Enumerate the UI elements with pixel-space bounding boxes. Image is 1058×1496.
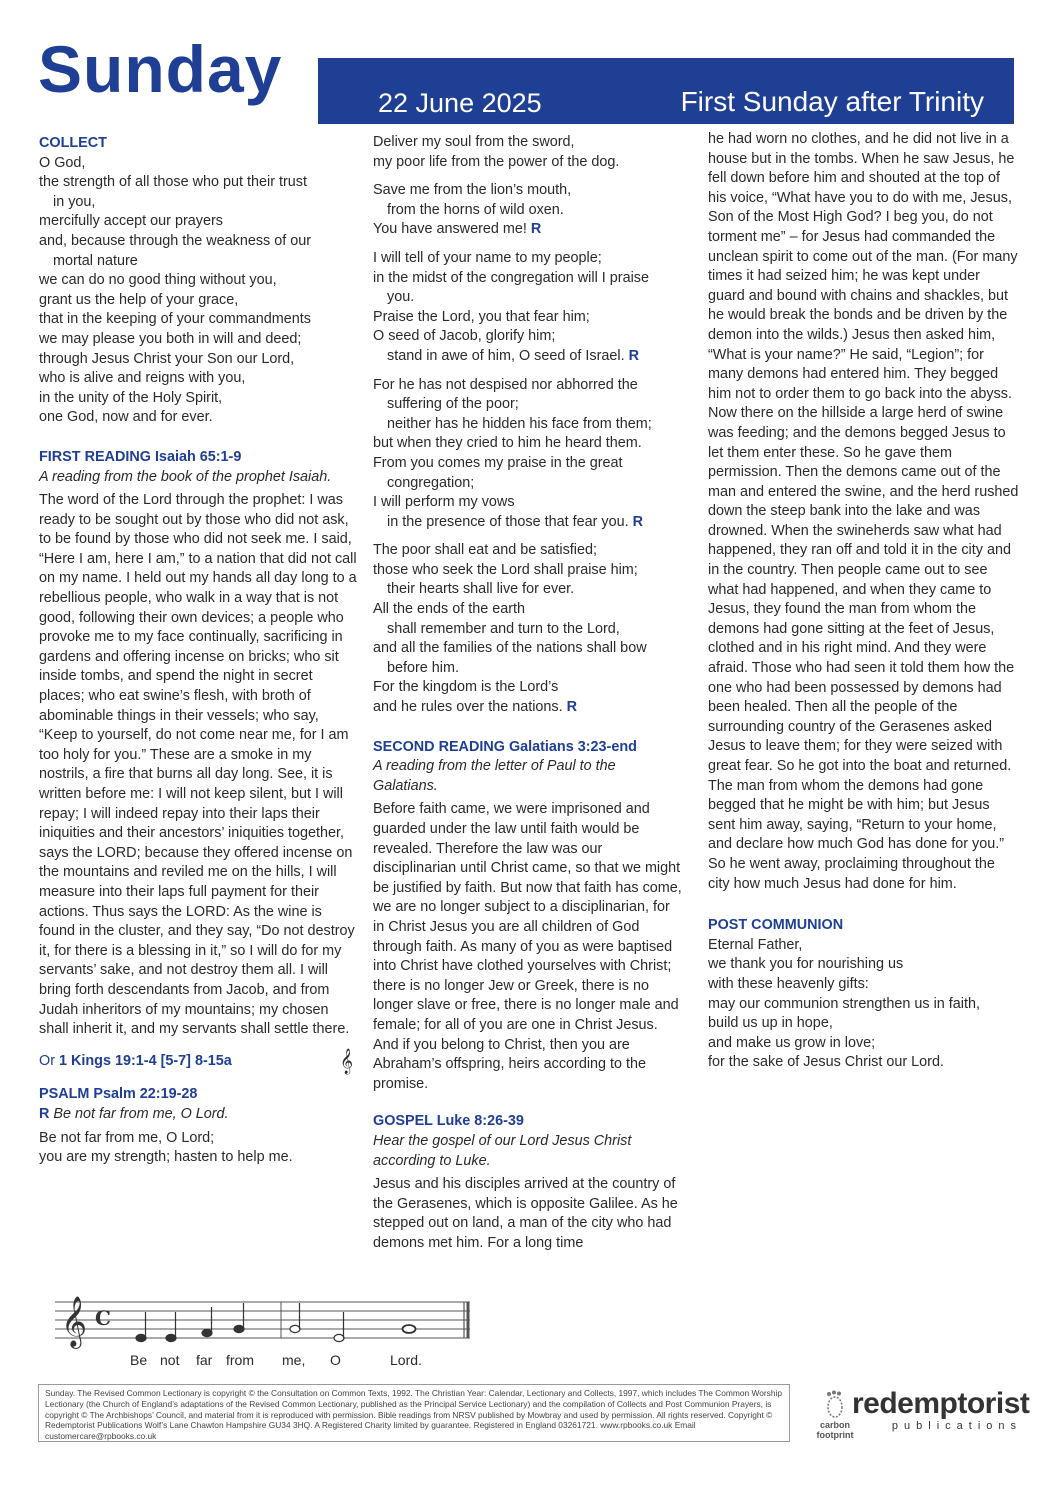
psalm-stanza	[373, 133, 683, 172]
text-line: neither has he hidden his face from them;	[387, 415, 652, 432]
gospel-heading	[373, 1112, 683, 1132]
service-date: 22 June 2025	[378, 88, 542, 118]
gospel-label: GOSPEL	[373, 1113, 433, 1130]
lyric: not	[160, 1352, 180, 1368]
page-footer	[38, 1384, 1030, 1446]
gospel-text-part-2: he had worn no clothes, and he did not live in a house but in the tombs. When he saw Jesus, he fell down before him and shouted at the top of his voice, “What have you to do with me, Jesus, Son of the Most High God? I beg you, do not torment me” – for Jesus had commanded the unclean spirit to come out of the man. (For many times it had seized him; he was kept under guard and bound with chains and shackles, but he would break the bonds and be driven by the demon into the wilds.) Jesus then asked him, “What is your name?” He said, “Legion”; for many demons had entered him. They begged him not to order them to go back into the abyss. Now there on the hillside a large herd of swine was feeding; and the demons begged Jesus to let them enter these. So he gave them permission. Then the demons came out of the man and entered the swine, and the herd rushed down the steep bank into the lake and was drowned. When the swineherds saw what had happened, they ran off and told it in the city and in the country. Then people came out to see what had happened, and when they came to Jesus, they found the man from whom the demons had gone sitting at the feet of Jesus, clothed and in his right mind. And they were afraid. Those who had seen it told them how the one who had been possessed by demons had been healed. Then all the people of the surrounding country of the Gerasenes asked Jesus to leave them; for they were seized with great fear. So he got into the boat and returned. The man from whom the demons had gone begged that he might be with him; but Jesus sent him away, saying, “Return to your home, and declare how much God has done for you.” So he went away, proclaiming throughout the city how much Jesus had done for him.	[708, 131, 1019, 892]
column-3	[708, 130, 1020, 1073]
psalm-stanza	[373, 249, 683, 367]
lyric: Be	[130, 1352, 148, 1368]
publisher-logo	[852, 1387, 1030, 1432]
lyric: O	[330, 1352, 341, 1368]
text-line: their hearts shall live for ever.	[387, 581, 575, 598]
note	[290, 1325, 300, 1332]
text-line: The poor shall eat and be satisfied;	[373, 542, 597, 559]
psalm-opening-line: Be not far from me, O Lord;	[39, 1129, 215, 1146]
title-bar	[318, 58, 1014, 124]
text-line: for the sake of Jesus Christ our Lord.	[708, 1054, 944, 1071]
treble-clef-icon: 𝄞	[61, 1296, 88, 1347]
text-line: mercifully accept our prayers	[39, 213, 223, 230]
text-line: Deliver my soul from the sword,	[373, 134, 575, 150]
psalm-response	[39, 1105, 357, 1125]
text-line: I will perform my vows	[373, 494, 515, 511]
text-line: we may please you both in will and deed;	[39, 330, 302, 347]
second-reading-label: SECOND READING	[373, 738, 505, 755]
text-line: in you,	[53, 193, 96, 210]
note	[403, 1325, 416, 1333]
text-line: before him.	[387, 659, 459, 676]
publisher-subtitle: publications	[891, 1420, 1022, 1432]
text-line: that in the keeping of your commandments	[39, 311, 311, 328]
response-marker: R	[530, 221, 542, 238]
text-line: congregation;	[387, 474, 475, 491]
text-line: we can do no good thing without you,	[39, 272, 277, 289]
alternative-ref: 1 Kings 19:1-4 [5-7] 8-15a	[59, 1052, 232, 1069]
gospel-intro: Hear the gospel of our Lord Jesus Christ according to Luke.	[373, 1132, 632, 1169]
response-marker: R	[566, 699, 578, 716]
text-line: I will tell of your name to my people;	[373, 249, 602, 266]
text-line: Save me from the lion’s mouth,	[373, 182, 572, 199]
text-line: shall remember and turn to the Lord,	[387, 620, 620, 637]
text-line: one God, now and for ever.	[39, 409, 213, 426]
collect-heading: COLLECT	[39, 135, 107, 151]
note	[166, 1334, 176, 1341]
time-signature: C	[95, 1306, 111, 1330]
gospel-ref: Luke 8:26-39	[436, 1113, 524, 1130]
text-line: All the ends of the earth	[373, 601, 526, 618]
post-communion-text	[708, 936, 1020, 1073]
second-reading-heading	[373, 738, 683, 758]
alternative-or: Or	[39, 1052, 55, 1069]
copyright-notice: Sunday. The Revised Common Lectionary is copyright © the Consultation on Common Texts, 1992. The Christian Year: Calendar, Lectionary and Collects, 1997, which includes The Common Worship Lectionary (the Church of England’s adaptations of the Revised Common Lectionary, published as the Principal Service Lectionary) and the compilation of Collects and Post Communion Prayers, is copyright © The Archbishops’ Council, and material from it is reproduced with permission. Bible readings from NRSV published by Mowbray and used by permission. All rights reserved. Copyright © Redemptorist Publications Wolf’s Lane Chawton Hampshire GU34 3HQ. A Registered Charity limited by guarantee. Registered in England 03261721. www.rpbooks.co.uk Email customercare@rpbooks.co.uk	[38, 1384, 790, 1442]
response-text: Be not far from me, O Lord.	[53, 1105, 229, 1122]
notes	[136, 1303, 416, 1342]
first-reading-heading	[39, 448, 357, 468]
psalm-ref: Psalm 22:19-28	[93, 1086, 198, 1103]
text-line: O God,	[39, 154, 86, 171]
text-line: For he has not despised nor abhorred the	[373, 376, 638, 393]
text-line: with these heavenly gifts:	[708, 975, 869, 992]
text-line: we thank you for nourishing us	[708, 956, 904, 973]
response-marker: R	[628, 347, 639, 364]
psalm-stanza	[373, 376, 683, 533]
text-line: you.	[387, 289, 415, 306]
text-line: and he rules over the nations. R	[373, 699, 578, 716]
text-line: may our communion strengthen us in faith,	[708, 995, 980, 1012]
carbon-footprint-label: carbon footprint	[816, 1420, 854, 1440]
gospel-text-part-1: Jesus and his disciples arrived at the country of the Gerasenes, which is opposite Galilee. As he stepped out on land, a man of the city who had demons met him. For a long time	[373, 1176, 678, 1251]
text-line: and, because through the weakness of our	[39, 232, 312, 249]
note	[334, 1334, 344, 1341]
first-reading-text: The word of the Lord through the prophet: I was ready to be sought out by those who did not ask, to be found by those who did not seek me. I said, “Here I am, here I am,” to a nation that did not call on my name. I held out my hands all day long to a rebellious people, who walk in a way that is not good, following their own devices; a people who provoke me to my face continually, sacrificing in gardens and offering incense on bricks; who sit inside tombs, and spend the night in secret places; who eat swine’s flesh, with broth of abominable things in their vessels; who say, “Keep to yourself, do not come near me, for I am too holy for you.” These are a smoke in my nostrils, a fire that burns all day long. See, it is written before me: I will not keep silent, but I will repay; I will indeed repay into their laps their iniquities and their ancestors’ iniquities together, says the LORD; because they offered incense on the mountains and reviled me on the hills, I will measure into their laps full payment for their actions. Thus says the LORD: As the wine is found in the cluster, and they say, “Do not destroy it, for there is a blessing in it,” so I will do for my servants’ sake, and not destroy them all. I will bring forth descendants from Jacob, and from Judah inheritors of my mountains; my chosen shall inherit it, and my servants shall settle there.	[39, 492, 357, 1038]
text-line: those who seek the Lord shall praise him;	[373, 561, 638, 578]
text-line: through Jesus Christ your Son our Lord,	[39, 350, 295, 367]
text-line: and make us grow in love;	[708, 1034, 876, 1051]
text-line: Eternal Father,	[708, 936, 803, 953]
text-line: O seed of Jacob, glorify him;	[373, 328, 556, 345]
column-2	[373, 130, 683, 1253]
psalm-stanzas	[373, 133, 683, 718]
psalm-stanza	[373, 181, 683, 240]
text-line: Praise the Lord, you that fear him;	[373, 308, 590, 325]
text-line: in the midst of the congregation will I praise	[373, 269, 649, 286]
music-clef-icon: 𝄞	[339, 1047, 353, 1073]
first-reading-label: FIRST READING	[39, 448, 151, 465]
day-title: Sunday	[38, 32, 283, 106]
text-line: suffering of the poor;	[387, 396, 519, 413]
feast-name: First Sunday after Trinity	[680, 86, 984, 117]
text-line: in the unity of the Holy Spirit,	[39, 389, 223, 406]
text-line: build us up in hope,	[708, 1015, 833, 1032]
second-reading-ref: Galatians 3:23-end	[508, 738, 637, 755]
text-line: but when they cried to him he heard them.	[373, 435, 642, 452]
note	[202, 1329, 212, 1336]
lyric: me,	[282, 1352, 306, 1368]
alternative-reading	[39, 1047, 357, 1073]
text-line: From you comes my praise in the great	[373, 454, 623, 471]
response-marker: R	[632, 513, 644, 530]
lyric: from	[226, 1352, 254, 1368]
text-line: stand in awe of him, O seed of Israel. R	[387, 347, 639, 364]
psalm-heading	[39, 1085, 357, 1105]
psalm-opening	[39, 1129, 357, 1168]
note	[234, 1325, 244, 1332]
psalm-stanza	[373, 541, 683, 717]
text-line: grant us the help of your grace,	[39, 291, 239, 308]
footprint-icon	[824, 1390, 846, 1418]
first-reading-intro: A reading from the book of the prophet Isaiah.	[39, 468, 332, 485]
second-reading-intro: A reading from the letter of Paul to the Galatians.	[373, 758, 616, 794]
collect-text	[39, 154, 357, 428]
psalm-opening-line: you are my strength; hasten to help me.	[39, 1149, 293, 1166]
text-line: from the horns of wild oxen.	[387, 201, 564, 218]
column-1	[39, 130, 357, 1168]
text-line: who is alive and reigns with you,	[39, 370, 246, 387]
note	[136, 1334, 146, 1341]
text-line: in the presence of those that fear you. R	[387, 513, 644, 530]
first-reading-ref: Isaiah 65:1-9	[154, 448, 242, 465]
text-line: For the kingdom is the Lord’s	[373, 679, 559, 696]
response-mark: R	[39, 1105, 50, 1122]
text-line: the strength of all those who put their trust	[39, 174, 307, 191]
post-communion-heading: POST COMMUNION	[708, 917, 844, 934]
page-header	[38, 30, 1018, 120]
second-reading-text: Before faith came, we were imprisoned and guarded under the law until faith would be revealed. Therefore the law was our disciplinarian until Christ came, so that we might be justified by faith. But now that faith has come, we are no longer subject to a disciplinarian, for in Christ Jesus you are all children of God through faith. As many of you as were baptised into Christ have clothed yourselves with Christ; there is no longer Jew or Greek, there is no longer slave or free, there is no longer male and female; for all of you are one in Christ Jesus. And if you belong to Christ, then you are Abraham’s offspring, heirs according to the promise.	[373, 801, 682, 1092]
text-line: my poor life from the power of the dog.	[373, 153, 620, 170]
text-line: and all the families of the nations shall bow	[373, 640, 647, 657]
psalm-label: PSALM	[39, 1086, 90, 1103]
text-line: You have answered me! R	[373, 221, 542, 238]
publisher-name: redemptorist	[852, 1387, 1030, 1420]
lyric: Lord.	[390, 1352, 422, 1368]
lyric: far	[196, 1352, 213, 1368]
text-line: mortal nature	[53, 252, 138, 269]
